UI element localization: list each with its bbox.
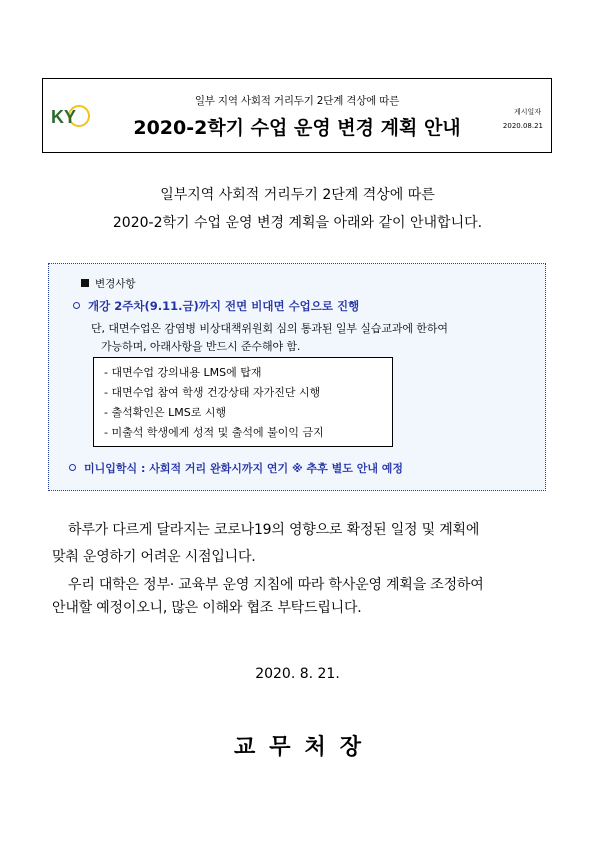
- notice-item-online-classes-text: 개강 2주차(9.11.금)까지 전면 비대면 수업으로 진행: [88, 299, 360, 313]
- condition-item: - 미출석 학생에게 성적 및 출석에 불이익 금지: [104, 426, 324, 439]
- notice-heading: [81, 276, 136, 291]
- notice-item-mini-entrance: [69, 460, 403, 476]
- signer: 교무처장: [233, 735, 375, 760]
- notice-box: [48, 263, 546, 491]
- circle-bullet-icon: [69, 464, 76, 471]
- post-date-label: 게시일자: [513, 108, 541, 116]
- condition-item: - 대면수업 강의내용 LMS에 탑재: [104, 366, 262, 379]
- header-subtitle: 일부 지역 사회적 거리두기 2단계 격상에 따른: [194, 95, 400, 107]
- body-paragraph-1-line-2: 맞춰 운영하기 어려운 시점입니다.: [52, 549, 256, 565]
- notice-note-line-2: 가능하며, 아래사항을 반드시 준수해야 함.: [101, 340, 301, 353]
- condition-item: - 대면수업 참여 학생 건강상태 자가진단 시행: [104, 386, 321, 399]
- notice-heading-label: 변경사항: [95, 278, 136, 290]
- square-bullet-icon: [81, 279, 89, 287]
- header-box: [42, 78, 552, 153]
- notice-item-online-classes: [73, 298, 359, 314]
- body-paragraph-2-line-1: 우리 대학은 정부· 교육부 운영 지침에 따라 학사운영 계획을 조정하여: [68, 577, 484, 593]
- page-title: 2020-2학기 수업 운영 변경 계획 안내: [133, 117, 461, 139]
- post-date: 2020.08.21: [502, 122, 543, 130]
- intro-line-1: 일부지역 사회적 거리두기 2단계 격상에 따른: [160, 187, 435, 203]
- document-date: 2020. 8. 21.: [255, 666, 340, 682]
- conditions-box: [93, 357, 393, 447]
- notice-note-line-1: 단, 대면수업은 감염병 비상대책위원회 심의 통과된 일부 실습교과에 한하여: [91, 322, 448, 335]
- intro-line-2: 2020-2학기 수업 운영 변경 계획을 아래와 같이 안내합니다.: [112, 215, 483, 231]
- notice-item-mini-entrance-text: 미니입학식 : 사회적 거리 완화시까지 연기 ※ 추후 별도 안내 예정: [84, 462, 404, 475]
- body-paragraph-2-line-2: 안내할 예정이오니, 많은 이해와 협조 부탁드립니다.: [52, 600, 362, 616]
- body-paragraph-1-line-1: 하루가 다르게 달라지는 코로나19의 영향으로 확정된 일정 및 계획에: [68, 522, 480, 538]
- condition-item: - 출석확인은 LMS로 시행: [104, 406, 227, 419]
- circle-bullet-icon: [73, 302, 80, 309]
- logo-text: KY: [51, 107, 77, 127]
